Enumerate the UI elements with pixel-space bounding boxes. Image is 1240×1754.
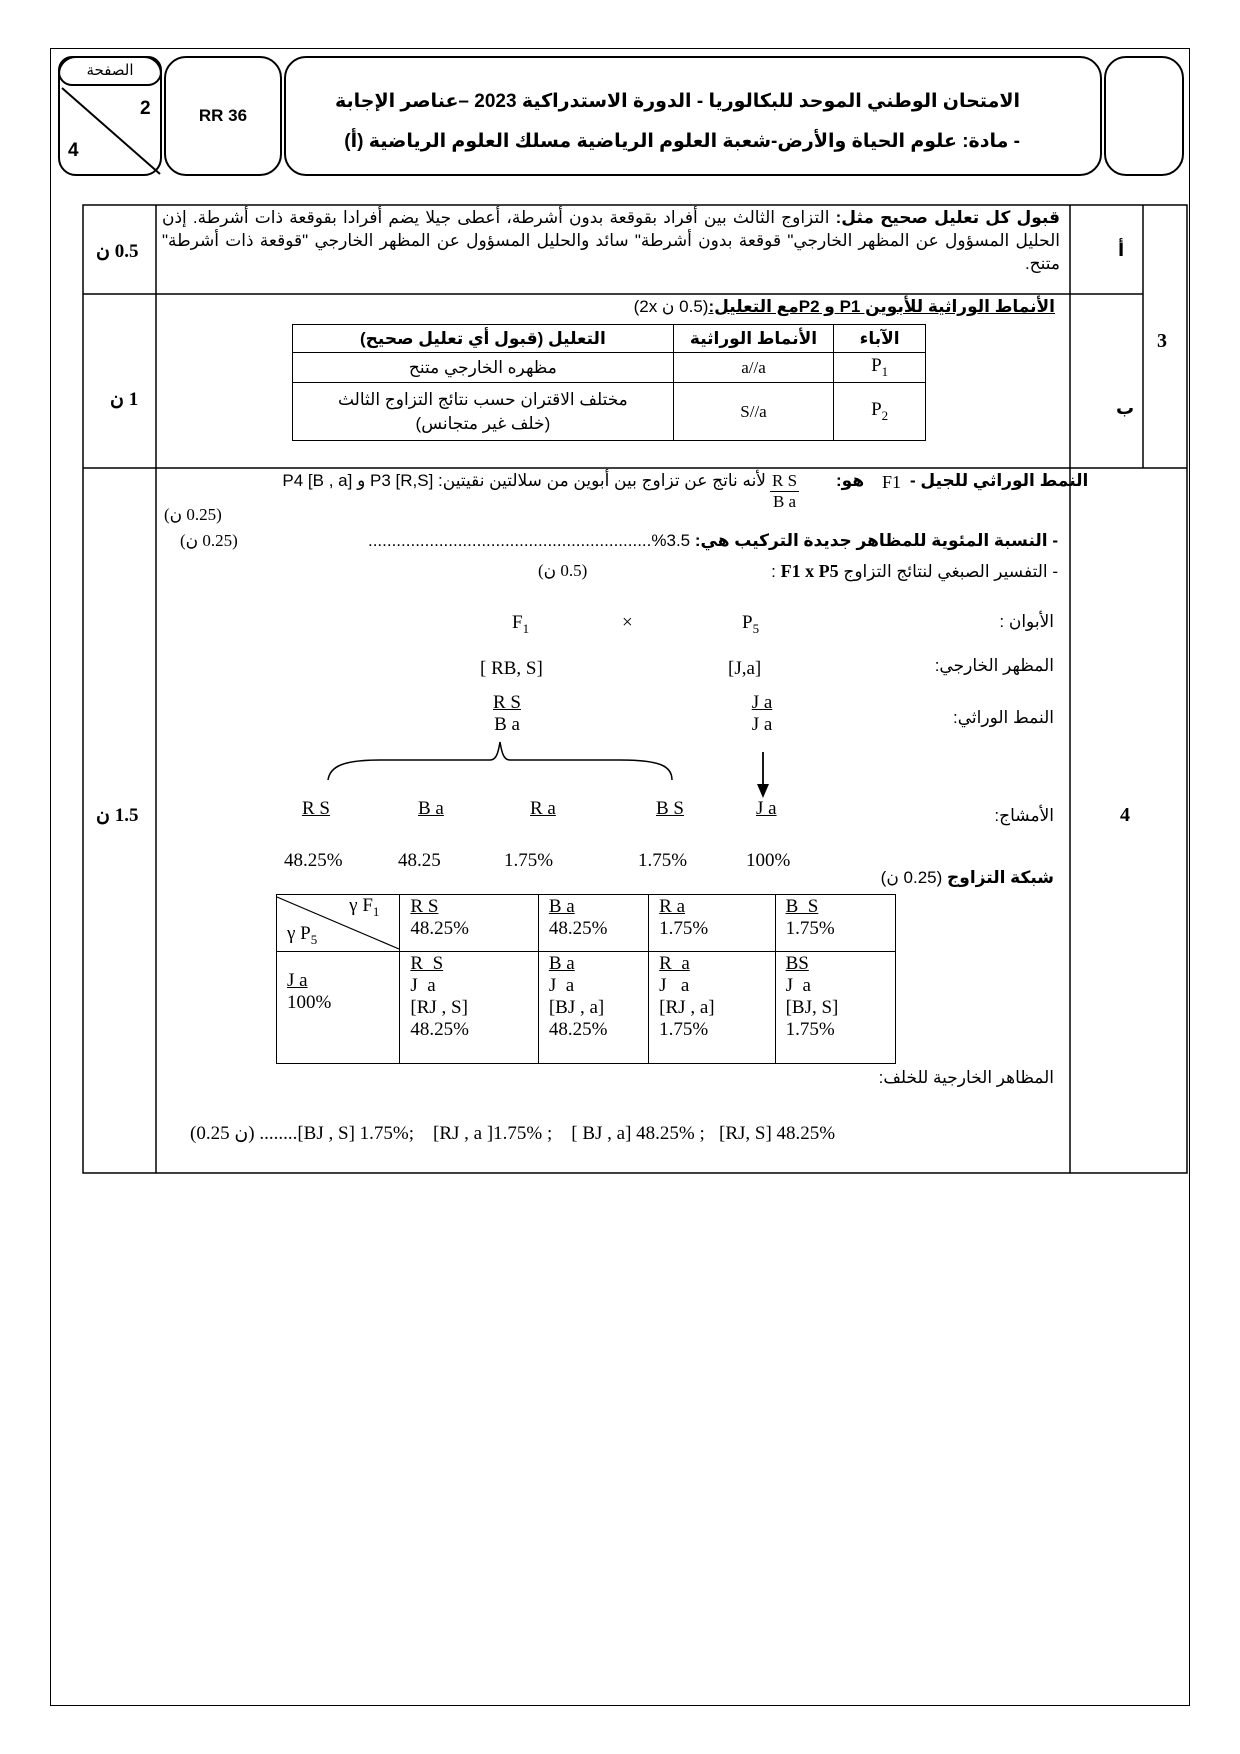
q4-line2-value: 3.5%............................................................ bbox=[367, 531, 695, 550]
grid-col-2: B a 48.25% bbox=[538, 895, 648, 952]
exam-subject: - مادة: علوم الحياة والأرض-شعبة العلوم الرياضية مسلك العلوم الرياضية (أ) bbox=[344, 131, 1020, 152]
q4-line3 bbox=[771, 561, 1058, 582]
q4-line3-colon: : bbox=[771, 562, 781, 581]
label-parents: الأبوان : bbox=[999, 612, 1054, 631]
table-row bbox=[293, 353, 926, 383]
exam-title: الامتحان الوطني الموحد للبكالوريا - الدورة الاستدراكية 2023 –عناصر الإجابة bbox=[334, 91, 1020, 112]
cross-f1: $F_1$ bbox=[512, 612, 530, 636]
gamete-5: J a bbox=[756, 798, 777, 819]
q3b-heading-line bbox=[634, 297, 1055, 317]
grid-cell-4: BS J a [BJ, S] 1.75% bbox=[775, 951, 895, 1063]
grid-points: (0.25 ن) bbox=[880, 868, 943, 887]
grid-col-4: B S 1.75% bbox=[775, 895, 895, 952]
gamete-5-pct: 100% bbox=[746, 850, 791, 871]
q4-line2 bbox=[368, 531, 1058, 551]
row2-reason: مختلف الاقتران حسب نتائج التزاوج الثالث (خلف غير متجانس) bbox=[293, 383, 674, 441]
grid-title-line bbox=[881, 868, 1054, 888]
row2-genotype: S//a bbox=[673, 383, 833, 441]
q3-number: 3 bbox=[1157, 330, 1167, 352]
exam-code: RR 36 bbox=[198, 106, 248, 125]
q4-line1-reason: لأنه ناتج عن تزاوج بين أبوين من سلالتين نقيتين: P3 [R,S] و P4 [B , a] bbox=[282, 471, 766, 490]
page-number: 2 bbox=[140, 98, 151, 119]
q3a-letter: أ bbox=[1118, 240, 1125, 260]
grid-cell-2: B a J a [BJ , a] 48.25% bbox=[538, 951, 648, 1063]
gamete-2-pct: 48.25 bbox=[398, 850, 441, 871]
f1-genotype: $\frac{\text{R S}}{\text{B a}}$ bbox=[493, 692, 521, 735]
q4-line3-text: - التفسير الصبغي لنتائج التزاوج bbox=[843, 562, 1058, 581]
gamete-2: B a bbox=[418, 798, 444, 819]
q4-line1-points: (0.25 ن) bbox=[164, 505, 222, 524]
q4-line1-is: هو: bbox=[836, 471, 865, 490]
q3a-answer bbox=[162, 206, 1060, 275]
q4-line3-points: (0.5 ن) bbox=[538, 561, 588, 580]
row1-parent: $P_1$ bbox=[834, 353, 926, 383]
gamete-4-pct: 1.75% bbox=[638, 850, 688, 871]
q3b-heading: الأنماط الوراثية للأبوين P1 و P2مع التعليل: bbox=[708, 297, 1055, 316]
q3b-letter: ب bbox=[1116, 398, 1135, 418]
col-parent-header: الآباء bbox=[834, 325, 926, 353]
label-phenotype: المظهر الخارجي: bbox=[934, 656, 1054, 675]
q3b-points: 1 ن bbox=[110, 389, 139, 410]
grid-cell-3: R a J a [RJ , a] 1.75% bbox=[649, 951, 775, 1063]
q4-points: 1.5 ن bbox=[96, 805, 139, 826]
table-row bbox=[293, 383, 926, 441]
row2-parent: $P_2$ bbox=[834, 383, 926, 441]
gamete-1-pct: 48.25% bbox=[284, 850, 343, 871]
q4-line1-label: - النمط الوراثي للجيل bbox=[910, 471, 1089, 490]
q4-line2-label: - النسبة المئوية للمظاهر جديدة التركيب هي: bbox=[694, 531, 1058, 550]
label-gametes: الأمشاج: bbox=[994, 806, 1054, 825]
grid-corner bbox=[277, 895, 400, 952]
q4-line2-points: (0.25 ن) bbox=[180, 531, 238, 550]
gamete-3-pct: 1.75% bbox=[504, 850, 554, 871]
q3b-heading-points: (0.5 ن 2x) bbox=[633, 297, 709, 316]
gamete-brace bbox=[320, 740, 820, 810]
q4-f1-genotype: $\frac{\text{R S}}{\text{B a}}$ bbox=[772, 471, 798, 511]
q3a-intro: قبول كل تعليل صحيح مثل: bbox=[835, 208, 1060, 227]
grid-col-1: R S 48.25% bbox=[400, 895, 538, 952]
grid-row-label: J a 100% bbox=[277, 951, 400, 1063]
gamete-1: R S bbox=[302, 798, 330, 819]
row1-genotype: a//a bbox=[673, 353, 833, 383]
page-total: 4 bbox=[68, 140, 79, 161]
grid-title: شبكة التزاوج bbox=[947, 868, 1054, 887]
gamete-4: B S bbox=[656, 798, 684, 819]
label-genotype: النمط الوراثي: bbox=[953, 708, 1054, 727]
f1-phenotype: [ RB, S] bbox=[480, 658, 543, 679]
genotype-table bbox=[292, 324, 926, 441]
q4-number: 4 bbox=[1120, 804, 1130, 826]
row1-reason: مظهره الخارجي متنح bbox=[293, 353, 674, 383]
page-label: الصفحة bbox=[86, 62, 134, 79]
gamete-3: R a bbox=[530, 798, 556, 819]
p5-genotype: $\frac{\text{J a}}{\text{J a}}$ bbox=[751, 692, 773, 735]
grid-cell-1: R S J a [RJ , S] 48.25% bbox=[400, 951, 538, 1063]
p5-phenotype: [J,a] bbox=[728, 658, 762, 679]
cross-p5: $P_5$ bbox=[742, 612, 760, 636]
table-row bbox=[277, 951, 896, 1063]
q4-line3-cross: F1 x P5 bbox=[780, 561, 839, 581]
crossing-grid bbox=[276, 894, 896, 1064]
grid-corner-f1: γ $F_1$ bbox=[349, 895, 380, 919]
offspring-line: (0.25 ن) ........[BJ , S] 1.75%; [RJ , a ]1.75% ; [ BJ , a] 48.25% ; [RJ, S] 48.25% bbox=[190, 1123, 836, 1144]
col-reason-header: التعليل (قبول أي تعليل صحيح) bbox=[293, 325, 674, 353]
cross-times: × bbox=[622, 612, 633, 633]
q3a-text: التزاوج الثالث بين أفراد بقوقعة بدون أشرطة، أعطى جيلا يضم أفرادا بقوقعة ذات أشرطة. إذن الحليل المسؤول عن المظهر الخارجي" قوقعة بدون أشرطة" سائد والحليل المسؤول عن المظهر الخارجي "قوقعة ذات أشرطة" متنح. bbox=[162, 208, 1060, 273]
q3a-points: 0.5 ن bbox=[96, 241, 139, 262]
q4-line1-f1: F1 bbox=[882, 472, 902, 492]
grid-col-3: R a 1.75% bbox=[649, 895, 775, 952]
col-genotype-header: الأنماط الوراثية bbox=[673, 325, 833, 353]
grid-corner-p5: γ $P_5$ bbox=[287, 922, 318, 947]
offspring-label: المظاهر الخارجية للخلف: bbox=[878, 1068, 1054, 1087]
